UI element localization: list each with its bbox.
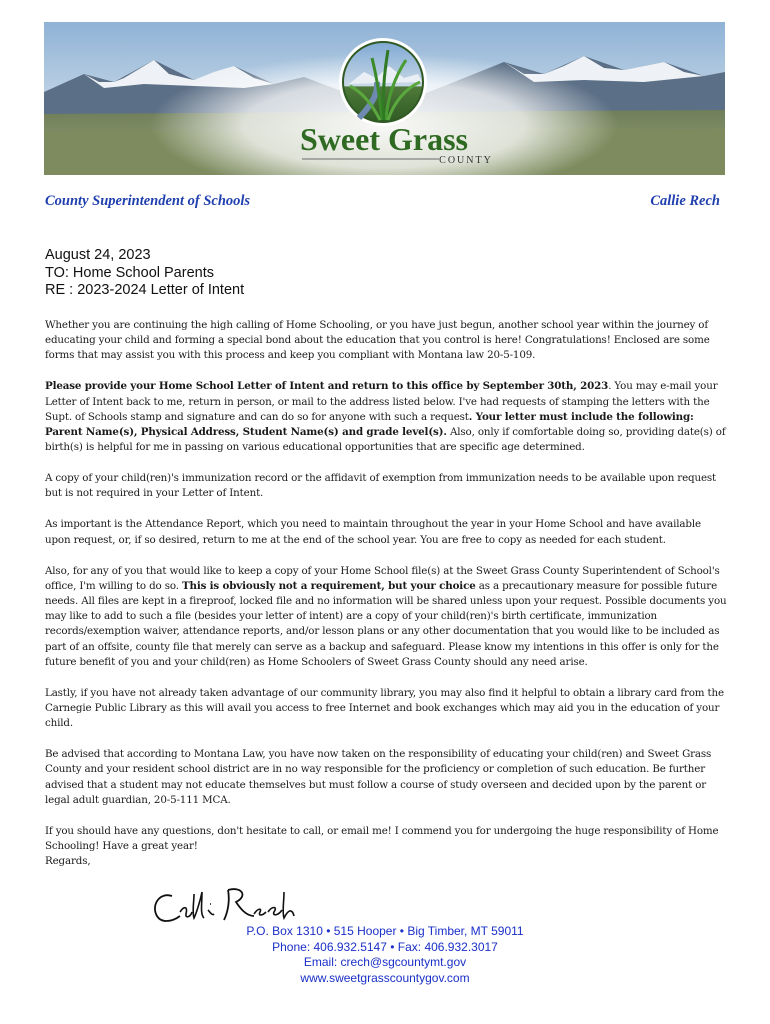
footer-address: P.O. Box 1310 • 515 Hooper • Big Timber, MT 59011 — [246, 924, 524, 938]
banner-brand-name: Sweet Grass — [300, 121, 468, 157]
deadline-text: . You may e-mail your Letter of Intent back to me, return in person, or mail to the address listed below. I've had requests of stamping the letters with the Supt. of Schools stamp and signature and can do so for anyone with such a request — [45, 380, 718, 423]
footer-email[interactable]: Email: crech@sgcountymt.gov — [303, 955, 467, 969]
signature-image — [150, 882, 300, 930]
contact-footer — [200, 924, 570, 986]
official-name: Callie Rech — [650, 193, 720, 209]
optional-notice: This is obviously not a requirement, but your choice — [181, 579, 476, 592]
file-storage-text-tail: as a precautionary measure for possible future needs. All files are kept in a fireproof, locked file and no information will be shared unless upon your request. Possible documents you may like to add to such a file (besides your letter of intent) are a copy of your child(ren)'s birth certificate, immunization records/exemption waiver, attendance reports, and/or lesson plans or any other documentation that you would like to be included as part of an offsite, county file that merely can serve as a backup and safeguard. Please know my intentions in this offer is only for the future benefit of you and your child(ren) as Home Schoolers of Sweet Grass County should any need arise. — [45, 579, 727, 668]
banner-landscape-image — [44, 22, 725, 175]
county-banner — [44, 22, 725, 175]
paragraph-closing — [45, 824, 728, 870]
paragraph-library: Lastly, if you have not already taken advantage of our community library, you may also find it helpful to obtain a library card from the Carnegie Public Library as this will avail you access to free Internet and book exchanges which may aid you in the education of your child. — [45, 686, 724, 730]
letter-meta — [45, 247, 244, 300]
closing-text: If you should have any questions, don't hesitate to call, or email me! I commend you for undergoing the huge responsibility of Home Schooling! Have a great year! — [45, 824, 719, 853]
letter-body — [45, 318, 728, 869]
letter-date: August 24, 2023 — [45, 247, 151, 263]
office-title: County Superintendent of Schools — [45, 193, 251, 209]
footer-website[interactable]: www.sweetgrasscountygov.com — [300, 970, 470, 985]
banner-brand-sub: COUNTY — [439, 155, 493, 166]
deadline-notice: Please provide your Home School Letter of Intent and return to this office by September 30th, 2023 — [45, 380, 609, 393]
footer-phone: Phone: 406.932.5147 • Fax: 406.932.3017 — [272, 939, 498, 954]
deadline-text-tail: Also, only if comfortable doing so, providing date(s) of birth(s) is helpful for me in passing on various educational opportunities that are specific age determined. — [45, 426, 726, 454]
paragraph-intro: Whether you are continuing the high calling of Home Schooling, or you have just begun, another school year within the journey of educating your child and forming a special bond about the education that you control is here! Congratulations! Enclosed are some forms that may assist you with this process and keep you compliant with Montana law 20-5-109. — [45, 319, 710, 362]
letter-subject: RE : 2023-2024 Letter of Intent — [45, 282, 245, 298]
paragraph-file-storage — [45, 564, 728, 670]
required-fields-notice: . Your letter must include the following: Parent Name(s), Physical Address, Student Name(s) and grade level(s). — [45, 410, 694, 439]
handwritten-signature — [150, 882, 300, 930]
paragraph-immunization: A copy of your child(ren)'s immunization record or the affidavit of exemption from immunization needs to be available upon request but is not required in your Letter of Intent. — [45, 472, 717, 500]
paragraph-attendance: As important is the Attendance Report, which you need to maintain throughout the year in your Home School and have available upon request, or, if so desired, return to me at the end of the school year. You are free to copy as needed for each student. — [45, 518, 701, 546]
file-storage-text: Also, for any of you that would like to keep a copy of your Home School file(s) at the Sweet Grass County Superintendent of School's office, I'm willing to do so. — [45, 564, 720, 592]
closing-regards: Regards, — [45, 855, 91, 868]
paragraph-legal: Be advised that according to Montana Law, you have now taken on the responsibility of educating your child(ren) and Sweet Grass County and your resident school district are in no way responsible for the proficiency or completion of such education. Be further advised that a student may not educate themselves but must follow a course of study overseen and decided upon by the parent or legal adult guardian, 20-5-111 MCA. — [45, 748, 712, 806]
letter-recipient: TO: Home School Parents — [45, 264, 214, 281]
paragraph-deadline — [45, 379, 728, 455]
